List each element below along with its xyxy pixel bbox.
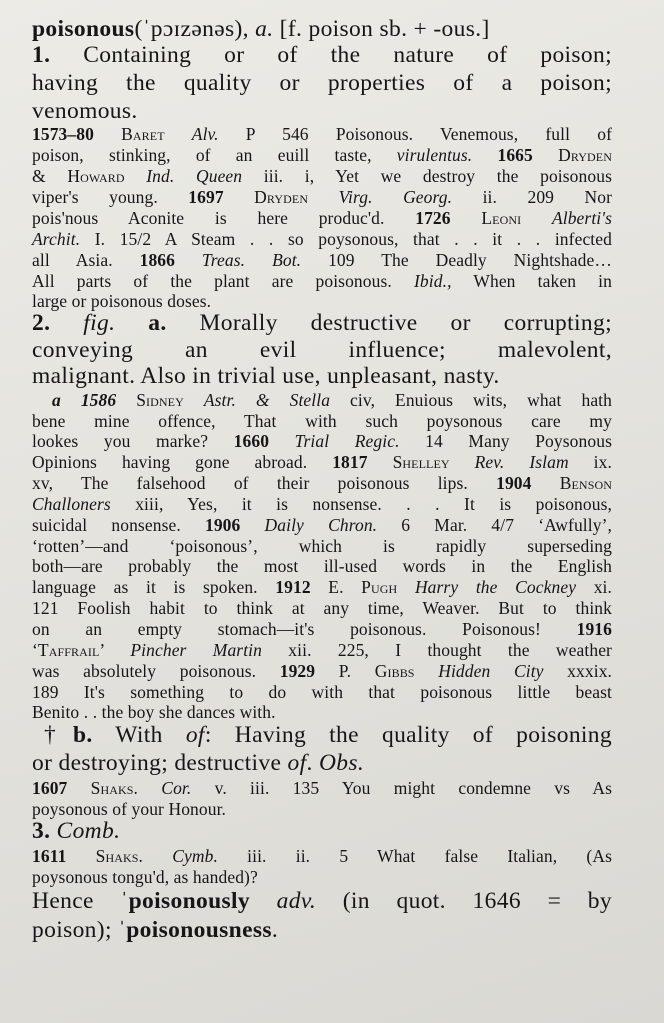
derivatives-line: poison); ˈpoisonousness. [32,917,279,943]
quotation-line: large or poisonous doses. [32,291,212,311]
sense2-definition-line: conveying an evil influence; malevolent, [32,337,612,363]
sense2b-definition-line: †b. With of: Having the quality of poisoning [44,722,612,748]
quotation-line: Archit. I. 15/2 A Steam . . so poysonous, that . . it . . infected [32,229,612,249]
sense1-definition-line: venomous. [32,98,138,124]
quotation-line: 1573–80 Baret Alv. P 546 Poisonous. Venemous, full of [32,124,612,144]
sense2-definition-line: malignant. Also in trivial use, unpleasant, nasty. [32,363,500,389]
part-of-speech: a. [255,16,274,42]
derivatives-line: Hence ˈpoisonously adv. (in quot. 1646 = by [32,888,613,914]
quotation-line: poison, stinking, of an euill taste, virulentus. 1665 Dryden [32,145,612,165]
sense2b-definition-line: or destroying; destructive of. Obs. [32,750,365,776]
quotation-line: Benito . . the boy she dances with. [32,702,276,722]
headword-line [32,16,612,43]
quotation-line: 1611 Shaks. Cymb. iii. ii. 5 What false Italian, (As [32,846,612,866]
derivative-poisonously: ˈpoisonously [120,888,250,914]
pronunciation: (ˈpɔɪzənəs), [134,16,256,42]
quotation-line: all Asia. 1866 Treas. Bot. 109 The Deadly Nightshade… [32,250,612,270]
quotation-line: poysonous of your Honour. [32,799,227,819]
etymology: [f. poison sb. + -ous.] [273,16,490,42]
sense2-number: 2. [32,310,51,336]
quotation-line: ‘Taffrail’ Pincher Martin xii. 225, I thought the weather [32,640,612,660]
sense3-heading: 3. Comb. [32,818,121,844]
sense1-definition-line: 1. Containing or of the nature of poison; [32,42,612,68]
sense2-definition-line: 2. fig. a. Morally destructive or corrupting; [32,310,612,336]
quotation-line: 121 Foolish habit to think at any time, Weaver. But to think [32,598,612,618]
quotation-line: Opinions having gone abroad. 1817 Shelley Rev. Islam ix. [32,452,612,472]
quotation-line: was absolutely poisonous. 1929 P. Gibbs Hidden City xxxix. [32,661,613,681]
sense3-number: 3. [32,818,51,844]
quotation-line: poysonous tongu'd, as handed)? [32,867,258,887]
quotation-line: viper's young. 1697 Dryden Virg. Georg. ii. 209 Nor [32,187,613,207]
quotation-line: bene mine offence, That with such poysonous care my [32,411,612,431]
quotation-line: ‘rotten’—and ‘poisonous’, which is rapidly superseding [32,536,612,556]
quotation-line: language as it is spoken. 1912 E. Pugh Harry the Cockney xi. [32,577,612,597]
sense1-number: 1. [32,42,51,68]
quotation-line: All parts of the plant are poisonous. Ibid., When taken in [32,271,612,291]
derivative-poisonousness: ˈpoisonousness [118,917,272,943]
obsolete-dagger: † [44,722,73,748]
quotation-line: on an empty stomach—it's poisonous. Poisonous! 1916 [32,619,612,639]
quotation-line: & Howard Ind. Queen iii. i, Yet we destroy the poisonous [32,166,612,186]
headword: poisonous [32,16,135,42]
quotation-line: 189 It's something to do with that poisonous little beast [32,682,612,702]
sense1-definition-line: having the quality or properties of a poison; [32,70,612,96]
quotation-line: both—are probably the most ill-used words in the English [32,556,612,576]
quotation-line: a 1586 Sidney Astr. & Stella civ, Enuious wits, what hath [52,390,612,410]
quotation-line: Challoners xiii, Yes, it is nonsense. . . It is poisonous, [32,494,612,514]
quotation-line: pois'nous Aconite is here produc'd. 1726 Leoni Alberti's [32,208,612,228]
quotation-line: xv, The falsehood of their poisonous lips. 1904 Benson [32,473,612,493]
quotation-line: suicidal nonsense. 1906 Daily Chron. 6 Mar. 4/7 ‘Awfully’, [32,515,612,535]
quotation-line: 1607 Shaks. Cor. v. iii. 135 You might condemne vs As [32,778,612,798]
quotation-line: lookes you marke? 1660 Trial Regic. 14 Many Poysonous [32,431,612,451]
